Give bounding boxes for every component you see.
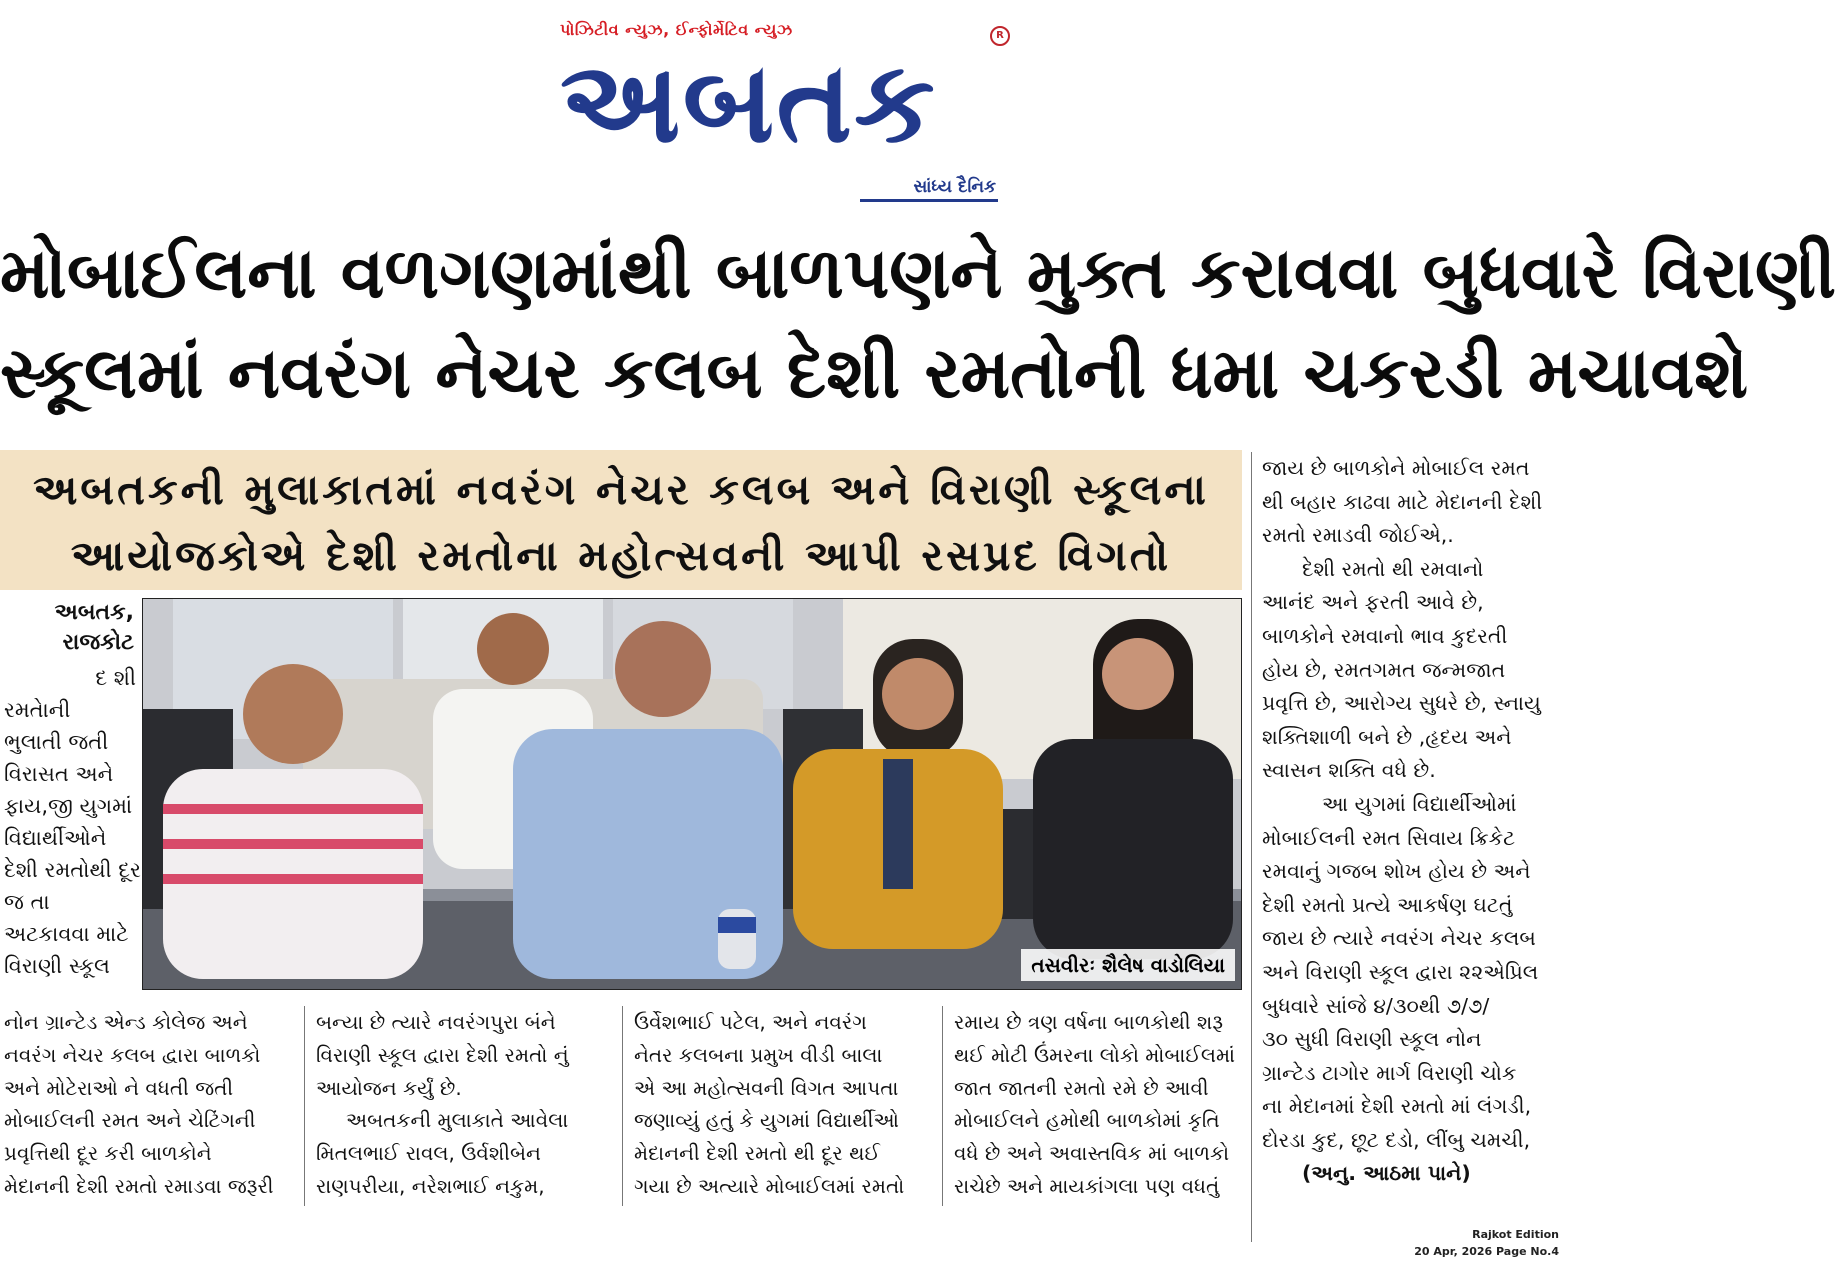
column-divider — [1251, 452, 1252, 1242]
column-divider — [622, 1006, 623, 1206]
dateline-publication: અબતક, — [54, 600, 134, 625]
body-text-line: ગ્રાન્ટેડ ટાગોર માર્ગ વિરાણી ચોક — [1262, 1060, 1517, 1085]
body-text-line: આ યુગમાં વિદ્યાર્થીઓમાં — [1322, 791, 1517, 816]
body-text-line: રમતાેની — [4, 698, 71, 722]
body-text-line: હોય છે, રમતગમત જન્મજાત — [1262, 657, 1506, 682]
body-text-line: એ આ મહોત્સવની વિગત આપતા — [634, 1075, 899, 1100]
bottom-column-2 — [316, 1006, 612, 1203]
edition-date-page: 20 Apr, 2026 Page No.4 — [1414, 1245, 1559, 1258]
body-text-line: બુધવારે સાંજે ૪/૩૦થી ૭/૭/ — [1262, 993, 1490, 1018]
headline-line-2: સ્કૂલમાં નવરંગ નેચર કલબ દેશી રમતોની ધમા ચકરડી મચાવશે — [0, 332, 1749, 414]
bottom-column-3 — [634, 1006, 930, 1203]
body-text-line: રમવાનું ગજબ શોખ હોય છે અને — [1262, 859, 1531, 884]
body-text-line: રમતો રમાડવી જોઈએ,. — [1262, 523, 1454, 548]
body-text-line: પ્રવૃત્તિ છે, આરોગ્ય સુધરે છે, સ્નાયુ — [1262, 691, 1541, 716]
body-text-line: જણાવ્યું હતું કે યુગમાં વિદ્યાર્થીઓ — [634, 1108, 899, 1133]
edition-info — [1414, 1226, 1559, 1260]
body-text-line: રમાય છે ત્રણ વર્ષના બાળકોથી શરૂ — [954, 1010, 1223, 1034]
body-text-line: વિરાસત અને — [4, 762, 114, 786]
photo-credit: તસવીરઃ શૈલેષ વાડોલિયા — [1021, 949, 1235, 981]
body-text-line: મિતલભાઈ રાવલ, ઉર્વશીબેન — [316, 1141, 541, 1166]
headline-line-1: મોબાઈલના વળગણમાંથી બાળપણને મુક્ત કરાવવા બુધવારે વિરાણી — [0, 232, 1836, 314]
masthead-tagline: પોઝિટીવ ન્યુઝ, ઈન્ફોર્મેટિવ ન્યુઝ — [560, 20, 793, 39]
continued-on-page: (અનુ. આઠમા પાને) — [1302, 1161, 1471, 1186]
body-text-line: ના મેદાનમાં દેશી રમતો માં લંગડી, — [1262, 1094, 1532, 1119]
body-text-line: અને વિરાણી સ્કૂલ દ્વારા ૨૨એપ્રિલ — [1262, 959, 1539, 984]
masthead-underline — [860, 199, 998, 202]
subheadline-line-1: અબતકની મુલાકાતમાં નવરંગ નેચર કલબ અને વિરાણી સ્કૂલના — [33, 465, 1209, 514]
registered-mark: R — [990, 26, 1010, 46]
body-text-line: રાણપરીયા, નરેશભાઈ નકુમ, — [316, 1173, 545, 1198]
body-text-line: જ તા — [4, 890, 50, 914]
body-text-line: શક્તિશાળી બને છે ,હૃદય અને — [1262, 724, 1512, 749]
column-divider — [942, 1006, 943, 1206]
body-text-line: જાય છે બાળકોને મોબાઈલ રમત — [1262, 456, 1530, 480]
subheadline-line-2: આયોજકોએ દેશી રમતોના મહોત્સવની આપી રસપ્રદ વિગતો — [70, 531, 1172, 580]
body-text-line: અબતકની મુલાકાતે આવેલા — [346, 1108, 569, 1133]
column-divider — [304, 1006, 305, 1206]
body-text-line: મોબાઈલની રમત સિવાય ક્રિકેટ — [1262, 825, 1516, 850]
dateline-city: રાજકોટ — [62, 630, 134, 655]
body-text-line: બાળકોને રમવાનો ભાવ કુદરતી — [1262, 623, 1508, 648]
body-text-line: પ્રવૃત્તિથી દૂર કરી બાળકોને — [4, 1141, 212, 1166]
body-text-line: અટકાવવા માટે — [4, 922, 129, 946]
body-text-line: નેતર કલબના પ્રમુખ વીડી બાલા — [634, 1042, 883, 1067]
masthead-subtitle: સાંધ્ય દૈનિક — [913, 177, 996, 197]
bottom-column-4 — [954, 1006, 1246, 1203]
body-text-line: આયોજન કર્યું છે. — [316, 1075, 462, 1100]
body-text-line: મેદાનની દેશી રમતો રમાડવા જરૂરી — [4, 1173, 274, 1198]
newspaper-logo: અબતક — [560, 38, 937, 168]
right-text-column — [1262, 452, 1562, 1191]
body-text-line: વિરાણી સ્કૂલ દ્વારા દેશી રમતો નું — [316, 1042, 569, 1067]
body-text-line: ફાય,જી યુગમાં — [4, 794, 133, 818]
body-text-line: નવરંગ નેચર કલબ દ્વારા બાળકો — [4, 1042, 261, 1067]
left-text-column — [4, 662, 141, 982]
body-text-line: ભુલાતી જતી — [4, 730, 109, 754]
news-photo — [142, 598, 1242, 990]
bottom-column-1 — [4, 1006, 294, 1203]
body-text-line: વિરાણી સ્કૂલ — [4, 954, 110, 978]
body-text-line: નોન ગ્રાન્ટેડ એન્ડ કોલેજ અને — [4, 1010, 248, 1034]
dateline — [12, 598, 134, 658]
body-text-line: દેશી રમતો પ્રત્યે આકર્ષણ ઘટતું — [1262, 892, 1513, 917]
body-text-line: જાત જાતની રમતો રમે છે આવી — [954, 1075, 1209, 1100]
body-text-line: દોરડા કુદ, છૂટ દડો, લીંબુ ચમચી, — [1262, 1127, 1531, 1152]
body-text-line: સ્વાસન શક્તિ વધે છે. — [1262, 758, 1436, 783]
body-text-line: મોબાઈલની રમત અને ચેટિંગની — [4, 1108, 256, 1133]
body-text-line: દેશી રમતો થી રમવાનો — [1302, 556, 1484, 581]
body-text-line: આનંદ અને ફરતી આવે છે, — [1262, 590, 1484, 615]
body-text-line: થી બહાર કાઢવા માટે મેદાનની દેશી — [1262, 489, 1543, 514]
body-text-line: મેદાનની દેશી રમતો થી દૂર થઈ — [634, 1141, 880, 1166]
edition-name: Rajkot Edition — [1472, 1228, 1559, 1241]
body-text-line: વધે છે અને અવાસ્તવિક માં બાળકો — [954, 1141, 1230, 1166]
body-text-line: થઈ મોટી ઉંમરના લોકો મોબાઈલમાં — [954, 1042, 1235, 1067]
body-text-line: મોબાઈલને હમોથી બાળકોમાં કૃતિ — [954, 1108, 1220, 1133]
body-text-line: ગયા છે અત્યારે મોબાઈલમાં રમતો — [634, 1173, 905, 1198]
body-text-line: બન્યા છે ત્યારે નવરંગપુરા બંને — [316, 1010, 556, 1034]
photo-illustration — [143, 599, 1241, 989]
body-text-line: ઉર્વેશભાઈ પટેલ, અને નવરંગ — [634, 1010, 867, 1034]
body-text-line: રાચેછે અને માયકાંગલા પણ વધતું — [954, 1173, 1220, 1198]
body-text-line: જાય છે ત્યારે નવરંગ નેચર કલબ — [1262, 926, 1536, 951]
body-text-line: દેશી રમતોથી દૂર — [4, 858, 141, 882]
body-text-line: ૩૦ સુધી વિરાણી સ્કૂલ નોન — [1262, 1027, 1482, 1052]
body-text-line: દ શી — [95, 666, 136, 690]
body-text-line: અને મોટેરાઓ ને વધતી જતી — [4, 1075, 234, 1100]
body-text-line: વિદ્યાર્થીઓને — [4, 826, 107, 850]
